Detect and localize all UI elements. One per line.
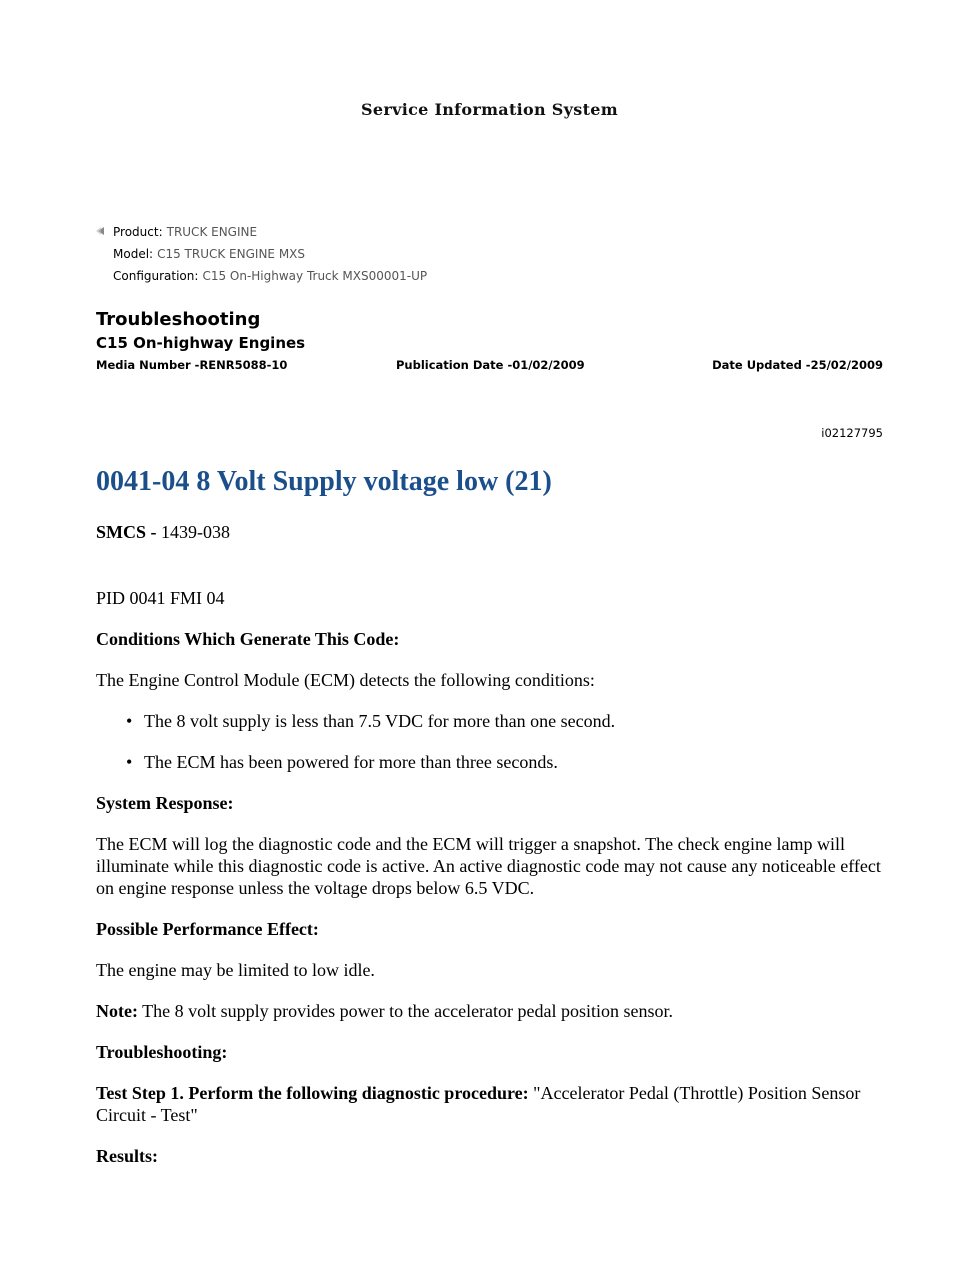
list-item-text: The ECM has been powered for more than three seconds. [144, 752, 558, 772]
document-id: i02127795 [821, 426, 883, 440]
back-arrow-icon[interactable] [96, 226, 106, 236]
model-value: C15 TRUCK ENGINE MXS [157, 247, 306, 261]
model-label: Model: [113, 247, 154, 261]
smcs-line [96, 521, 883, 543]
configuration-row [96, 267, 427, 289]
document-subtitle: C15 On-highway Engines [96, 334, 306, 352]
pid-fmi: PID 0041 FMI 04 [96, 588, 225, 608]
performance-effect-heading: Possible Performance Effect: [96, 919, 319, 939]
results-heading: Results: [96, 1146, 158, 1166]
system-title: Service Information System [361, 100, 618, 119]
system-response-heading: System Response: [96, 793, 234, 813]
document-header [96, 308, 883, 376]
article-body [96, 462, 883, 1186]
conditions-heading: Conditions Which Generate This Code: [96, 629, 400, 649]
note [96, 1000, 883, 1022]
list-item [126, 751, 883, 773]
note-label: Note: [96, 1001, 138, 1021]
product-label: Product: [113, 225, 163, 239]
product-row [96, 223, 427, 245]
test-step-link[interactable]: "Accelerator Pedal (Throttle) Position Sensor Circuit - Test" [96, 1083, 861, 1125]
performance-effect-text: The engine may be limited to low idle. [96, 960, 375, 980]
smcs-value: 1439-038 [161, 522, 231, 542]
system-response-text: The ECM will log the diagnostic code and the ECM will trigger a snapshot. The check engine lamp will illuminate while this diagnostic code is active. An active diagnostic code may not cause any noticeable effect on engine response unless the voltage drops below 6.5 VDC. [96, 834, 881, 898]
date-updated: Date Updated -25/02/2009 [712, 358, 883, 372]
bullet: • [126, 752, 133, 772]
troubleshooting-heading: Troubleshooting: [96, 1042, 228, 1062]
note-text: The 8 volt supply provides power to the accelerator pedal position sensor. [137, 1001, 674, 1021]
publication-date: Publication Date -01/02/2009 [396, 358, 585, 372]
document-type: Troubleshooting [96, 309, 261, 330]
configuration-label: Configuration: [113, 269, 199, 283]
list-item [126, 710, 883, 732]
list-item-text: The 8 volt supply is less than 7.5 VDC for more than one second. [144, 711, 616, 731]
conditions-intro: The Engine Control Module (ECM) detects the following conditions: [96, 670, 595, 690]
smcs-label: SMCS - [96, 522, 157, 542]
product-info [96, 223, 427, 289]
publication-info [96, 356, 883, 376]
media-number: Media Number -RENR5088-10 [96, 358, 288, 372]
test-step [96, 1082, 883, 1126]
conditions-list [96, 710, 883, 773]
test-step-label: Test Step 1. Perform the following diagnostic procedure: [96, 1083, 529, 1103]
model-row [96, 245, 427, 267]
article-title: 0041-04 8 Volt Supply voltage low (21) [96, 466, 552, 497]
configuration-value: C15 On-Highway Truck MXS00001-UP [202, 269, 428, 283]
product-value: TRUCK ENGINE [166, 225, 258, 239]
bullet: • [126, 711, 133, 731]
